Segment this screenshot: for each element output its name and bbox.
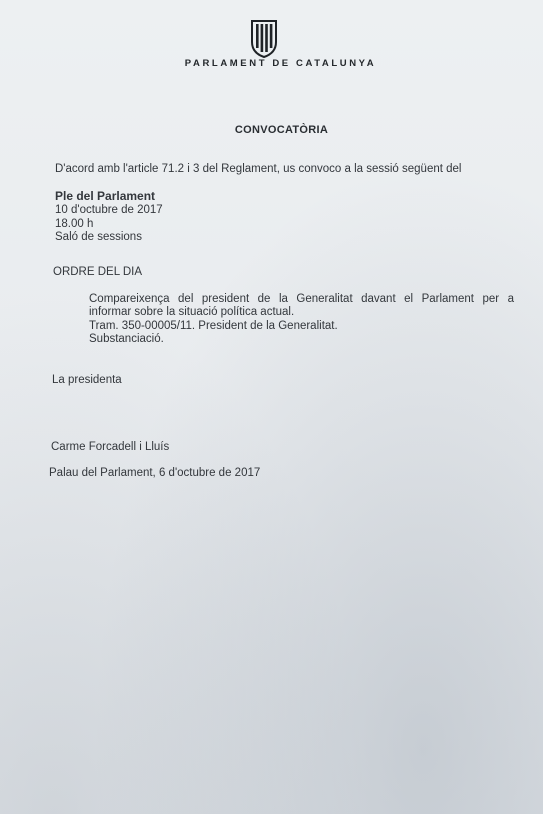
place-and-date: Palau del Parlament, 6 d'octubre de 2017 <box>49 467 261 479</box>
agenda-heading: ORDRE DEL DIA <box>53 266 143 278</box>
agenda-line: Tram. 350-00005/11. President de la Generalitat. <box>89 320 338 332</box>
session-place: Saló de sessions <box>55 231 142 243</box>
agenda-line: informar sobre la situació política actual. <box>89 306 295 318</box>
session-body: Ple del Parlament <box>55 189 156 203</box>
signer-role: La presidenta <box>52 374 122 386</box>
agenda-line: Substanciació. <box>89 333 164 345</box>
agenda-line: Compareixença del president de la Generalitat davant el Parlament per a <box>89 293 514 305</box>
parliament-crest-icon <box>249 20 279 58</box>
signer-name: Carme Forcadell i Lluís <box>51 441 170 453</box>
session-date: 10 d'octubre de 2017 <box>55 204 163 216</box>
session-time: 18.00 h <box>55 218 94 230</box>
organization-name: PARLAMENT DE CATALUNYA <box>184 58 377 69</box>
intro-text: D'acord amb l'article 71.2 i 3 del Reglament, us convoco a la sessió següent del <box>55 163 462 175</box>
document-title: CONVOCATÒRIA <box>234 124 329 136</box>
